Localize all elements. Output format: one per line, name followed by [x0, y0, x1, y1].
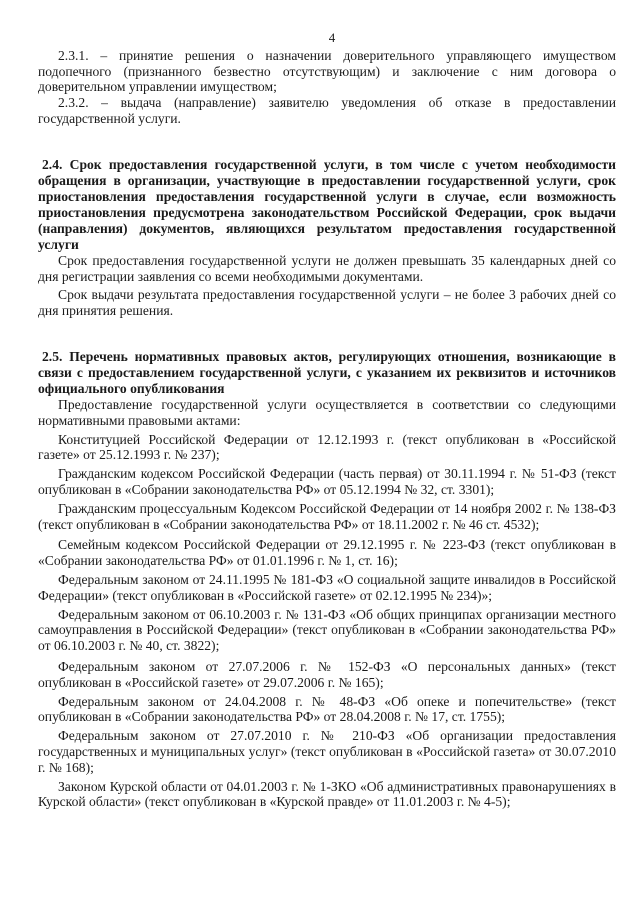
legal-act-item: Законом Курской области от 04.01.2003 г. № 1-ЗКО «Об административных правонарушениях в Курской области» (текст опубликован в «Курской правде» от 11.01.2003 г. № 4-5);	[38, 778, 616, 810]
paragraph-2-3-1: 2.3.1. – принятие решения о назначении доверительного управляющего имуществом подопечного (признанного безвестно отсутствующим) и заключение с ним договора о доверительном управлении имуществом;	[38, 47, 616, 95]
page-number: 4	[328, 30, 336, 45]
legal-act-item: Федеральным законом от 24.11.1995 № 181-ФЗ «О социальной защите инвалидов в Российской Федерации» (текст опубликован в «Российской газете» от 02.12.1995 № 234)»;	[38, 571, 616, 603]
section-heading-2-5: 2.5. Перечень нормативных правовых актов, регулирующих отношения, возникающие в связи с предоставлением государственной услуги, с указанием их реквизитов и источников официального опубликования	[38, 348, 616, 396]
paragraph-2-3-2: 2.3.2. – выдача (направление) заявителю уведомления об отказе в предоставлении государственной услуги.	[38, 95, 616, 126]
legal-act-item: Семейным кодексом Российской Федерации от 29.12.1995 г. № 223-ФЗ (текст опубликован в «Собрании законодательства РФ» от 01.01.1996 г. № 1, ст. 16);	[38, 537, 616, 569]
legal-act-item: Конституцией Российской Федерации от 12.12.1993 г. (текст опубликован в «Российской газете» от 25.12.1993 г. № 237);	[38, 431, 616, 463]
legal-act-item: Федеральным законом от 27.07.2010 г. № 210-ФЗ «Об организации предоставления государственных и муниципальных услуг» (текст опубликован в «Российской газета» от 30.07.2010 г. № 168);	[38, 728, 616, 775]
legal-act-item: Гражданским процессуальным Кодексом Российской Федерации от 14 ноября 2002 г. № 138-ФЗ (текст опубликован в «Собрании законодательства РФ» от 18.11.2002 г. № 46 ст. 4532);	[38, 500, 616, 532]
document-page	[38, 30, 616, 810]
section-2-5-intro: Предоставление государственной услуги осуществляется в соответствии со следующими нормативными правовыми актами:	[38, 396, 616, 428]
legal-act-item: Федеральным законом от 06.10.2003 г. № 131-ФЗ «Об общих принципах организации местного самоуправления в Российской Федерации» (текст опубликован в «Собрании законодательства РФ» от 06.10.2003 г. № 40, ст. 3822);	[38, 606, 616, 654]
legal-act-item: Федеральным законом от 24.04.2008 г. № 48-ФЗ «Об опеке и попечительстве» (текст опубликован в «Собрании законодательства РФ» от 28.04.2008 г. № 17, ст. 1755);	[38, 693, 616, 725]
section-2-4-paragraph: Срок выдачи результата предоставления государственной услуги – не более 3 рабочих дней со дня принятия решения.	[38, 287, 616, 319]
section-2-4-paragraph: Срок предоставления государственной услуги не должен превышать 35 календарных дней со дня регистрации заявления со всеми необходимыми документами.	[38, 252, 616, 284]
section-heading-2-4: 2.4. Срок предоставления государственной услуги, в том числе с учетом необходимости обращения в организации, участвующие в предоставлении государственной услуги, срок приостановления предоставления государственной услуги в случае, если возможность приостановления предусмотрена законодательством Российской Федерации, срок выдачи (направления) документов, являющихся результатом предоставления государственной услуги	[38, 156, 616, 252]
legal-act-item: Гражданским кодексом Российской Федерации (часть первая) от 30.11.1994 г. № 51-ФЗ (текст опубликован в «Собрании законодательства РФ» от 05.12.1994 № 32, ст. 3301);	[38, 466, 616, 497]
legal-act-item: Федеральным законом от 27.07.2006 г. № 152-ФЗ «О персональных данных» (текст опубликован в «Российской газете» от 29.07.2006 г. № 165);	[38, 658, 616, 690]
